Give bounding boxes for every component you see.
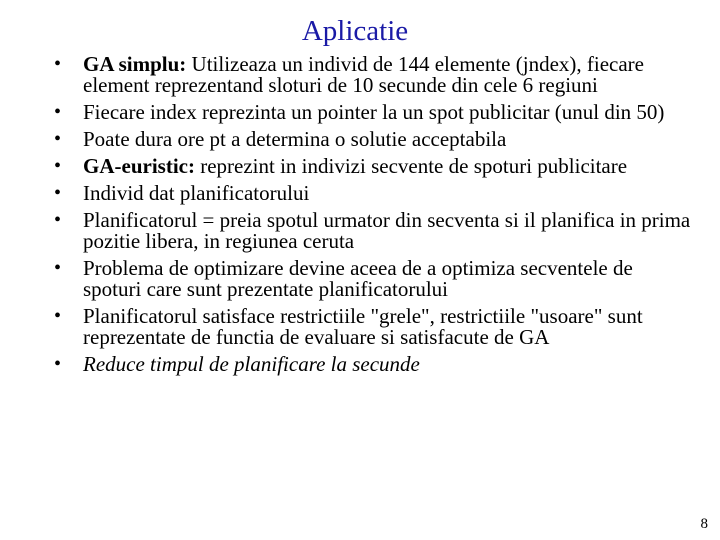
bullet-text: Reduce timpul de planificare la secunde (83, 352, 420, 376)
bullet-lead: GA-euristic: (83, 154, 195, 178)
bullet-item-optimizare (54, 258, 694, 300)
bullet-text: Planificatorul = preia spotul urmator din secventa si il planifica in prima pozitie libera, in regiunea ceruta (83, 208, 691, 253)
bullet-icon: • (54, 257, 62, 279)
bullet-item-planificatorul (54, 210, 694, 252)
bullet-text: reprezint in indivizi secvente de spoturi publicitare (194, 154, 628, 178)
bullet-item-individ (54, 183, 694, 204)
bullet-item-ga-euristic (54, 156, 694, 177)
bullet-text: Fiecare index reprezinta un pointer la un spot publicitar (unul din 50) (83, 100, 665, 124)
bullet-icon: • (54, 209, 62, 231)
bullet-text: Poate dura ore pt a determina o solutie acceptabila (83, 127, 507, 151)
bullet-item-index-pointer (54, 102, 694, 123)
page-number: 8 (700, 516, 708, 532)
bullet-icon: • (54, 101, 62, 123)
bullet-item-duration (54, 129, 694, 150)
bullet-icon: • (54, 353, 62, 375)
bullet-text: Utilizeaza un individ de 144 elemente (jndex), fiecare element reprezentand sloturi de 10 secunde din cele 6 regiuni (83, 52, 644, 97)
bullet-item-reduce-timpul (54, 354, 694, 375)
bullet-item-restrictii (54, 306, 694, 348)
bullet-icon: • (54, 182, 62, 204)
bullet-icon: • (54, 53, 62, 75)
bullet-text: Individ dat planificatorului (83, 181, 310, 205)
bullet-item-ga-simplu (54, 54, 694, 96)
slide-title: Aplicatie (301, 15, 409, 47)
bullet-text: Problema de optimizare devine aceea de a optimiza secventele de spoturi care sunt prezentate planificatorului (83, 256, 633, 301)
bullet-icon: • (54, 155, 62, 177)
bullet-text: Planificatorul satisface restrictiile "grele", restrictiile "usoare" sunt reprezentate de functia de evaluare si satisfacute de GA (83, 304, 643, 349)
bullet-list (54, 54, 694, 381)
bullet-icon: • (54, 128, 62, 150)
bullet-icon: • (54, 305, 62, 327)
bullet-lead: GA simplu: (83, 52, 187, 76)
